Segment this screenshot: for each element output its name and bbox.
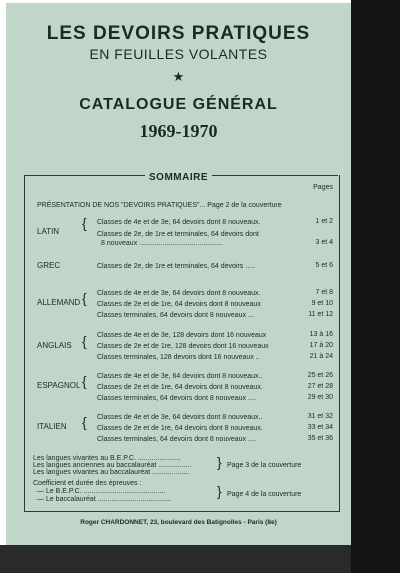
toc-pages: 17 à 20 bbox=[309, 342, 333, 349]
toc-pages: 29 et 30 bbox=[307, 394, 333, 401]
catalogue-heading: CATALOGUE GÉNÉRAL bbox=[79, 96, 278, 113]
brace-icon: } bbox=[217, 483, 222, 499]
language-anglais: ANGLAIS bbox=[37, 341, 72, 350]
toc-pages: 7 et 8 bbox=[315, 289, 333, 296]
toc-row: Classes de 2e et de 1re, 128 devoirs dont 16 nouveaux bbox=[97, 343, 269, 350]
toc-pages: 5 et 6 bbox=[315, 262, 333, 269]
toc-row: Classes terminales, 64 devoirs dont 8 nouveaux .... bbox=[97, 436, 256, 443]
toc-pages: 3 et 4 bbox=[315, 239, 333, 246]
toc-pages: 31 et 32 bbox=[307, 413, 333, 420]
toc-row: Classes de 4e et de 3e, 64 devoirs dont 8 nouveaux.. bbox=[97, 414, 263, 421]
language-italien: ITALIEN bbox=[37, 422, 67, 431]
sommaire-heading: SOMMAIRE bbox=[6, 167, 351, 185]
misc-line: Coefficient et durée des épreuves : bbox=[33, 480, 142, 487]
toc-pages: 1 et 2 bbox=[315, 218, 333, 225]
brace-icon: } bbox=[217, 454, 222, 470]
brace-icon: { bbox=[82, 215, 87, 231]
language-espagnol: ESPAGNOL bbox=[37, 381, 81, 390]
cover-page-ref: Page 3 de la couverture bbox=[227, 462, 302, 469]
toc-row: Classes de 4e et de 3e, 64 devoirs dont 8 nouveaux.. bbox=[97, 373, 263, 380]
misc-line: Les langues vivantes au B.E.P.C. ...................... bbox=[33, 455, 181, 462]
presentation-line: PRÉSENTATION DE NOS "DEVOIRS PRATIQUES"... Page 2 de la couverture bbox=[37, 202, 282, 209]
toc-pages: 13 à 16 bbox=[309, 331, 333, 338]
toc-row: Classes de 2e et de 1re, 64 devoirs dont 8 nouveaux bbox=[97, 301, 261, 308]
years-heading: 1969-1970 bbox=[139, 121, 218, 141]
toc-pages: 35 et 36 bbox=[307, 435, 333, 442]
toc-row: Classes de 2e, de 1re et terminales, 64 devoirs ..... bbox=[97, 263, 255, 270]
toc-row: Classes de 2e, de 1re et terminales, 64 devoirs dont bbox=[97, 231, 259, 238]
language-latin: LATIN bbox=[37, 227, 60, 236]
toc-row: Classes terminales, 64 devoirs dont 8 nouveaux .... bbox=[97, 395, 256, 402]
toc-row: 8 nouveaux ........................................... bbox=[101, 240, 223, 247]
toc-row: Classes de 2e et de 1re, 64 devoirs dont 8 nouveaux. bbox=[97, 425, 263, 432]
misc-line: Les langues anciennes au baccalauréat ................. bbox=[33, 462, 192, 469]
brace-icon: { bbox=[82, 290, 87, 306]
brace-icon: { bbox=[82, 333, 87, 349]
toc-row: Classes de 4e et de 3e, 64 devoirs dont 8 nouveaux. bbox=[97, 290, 261, 297]
toc-row: Classes de 2e et de 1re, 64 devoirs dont 8 nouveaux. bbox=[97, 384, 263, 391]
cover-title: LES DEVOIRS PRATIQUES bbox=[46, 23, 311, 44]
toc-pages: 33 et 34 bbox=[307, 424, 333, 431]
publisher-line: Roger CHARDONNET, 23, boulevard des Batignolles - Paris (8e) bbox=[80, 519, 277, 526]
pages-column-header: Pages bbox=[313, 184, 333, 191]
misc-line: Les langues vivantes au baccalauréat ................... bbox=[33, 469, 190, 476]
toc-row: Classes terminales, 64 devoirs dont 8 nouveaux ... bbox=[97, 312, 254, 319]
misc-line: — Le B.E.P.C. .......................................... bbox=[37, 488, 166, 495]
cover-page-ref: Page 4 de la couverture bbox=[227, 491, 302, 498]
toc-pages: 27 et 28 bbox=[307, 383, 333, 390]
brace-icon: { bbox=[82, 414, 87, 430]
cover-subtitle: EN FEUILLES VOLANTES bbox=[89, 46, 268, 62]
toc-pages: 9 et 10 bbox=[311, 300, 333, 307]
toc-row: Classes de 4e et de 3e, 128 devoirs dont 16 nouveaux bbox=[97, 332, 267, 339]
toc-row: Classes terminales, 128 devoirs dont 16 nouveaux .. bbox=[97, 354, 260, 361]
language-grec: GREC bbox=[37, 261, 61, 270]
toc-pages: 25 et 26 bbox=[307, 372, 333, 379]
misc-line: — Le baccalauréat ...................................... bbox=[37, 496, 172, 503]
sommaire-box bbox=[24, 175, 340, 512]
brace-icon: { bbox=[82, 373, 87, 389]
toc-pages: 21 à 24 bbox=[309, 353, 333, 360]
toc-row: Classes de 4e et de 3e, 64 devoirs dont 8 nouveaux. bbox=[97, 219, 261, 226]
background-shadow bbox=[0, 545, 351, 573]
star-icon: ★ bbox=[172, 69, 185, 84]
catalogue-cover bbox=[6, 3, 351, 545]
language-allemand: ALLEMAND bbox=[37, 298, 81, 307]
background-strip bbox=[351, 0, 400, 573]
toc-pages: 11 et 12 bbox=[308, 311, 333, 318]
